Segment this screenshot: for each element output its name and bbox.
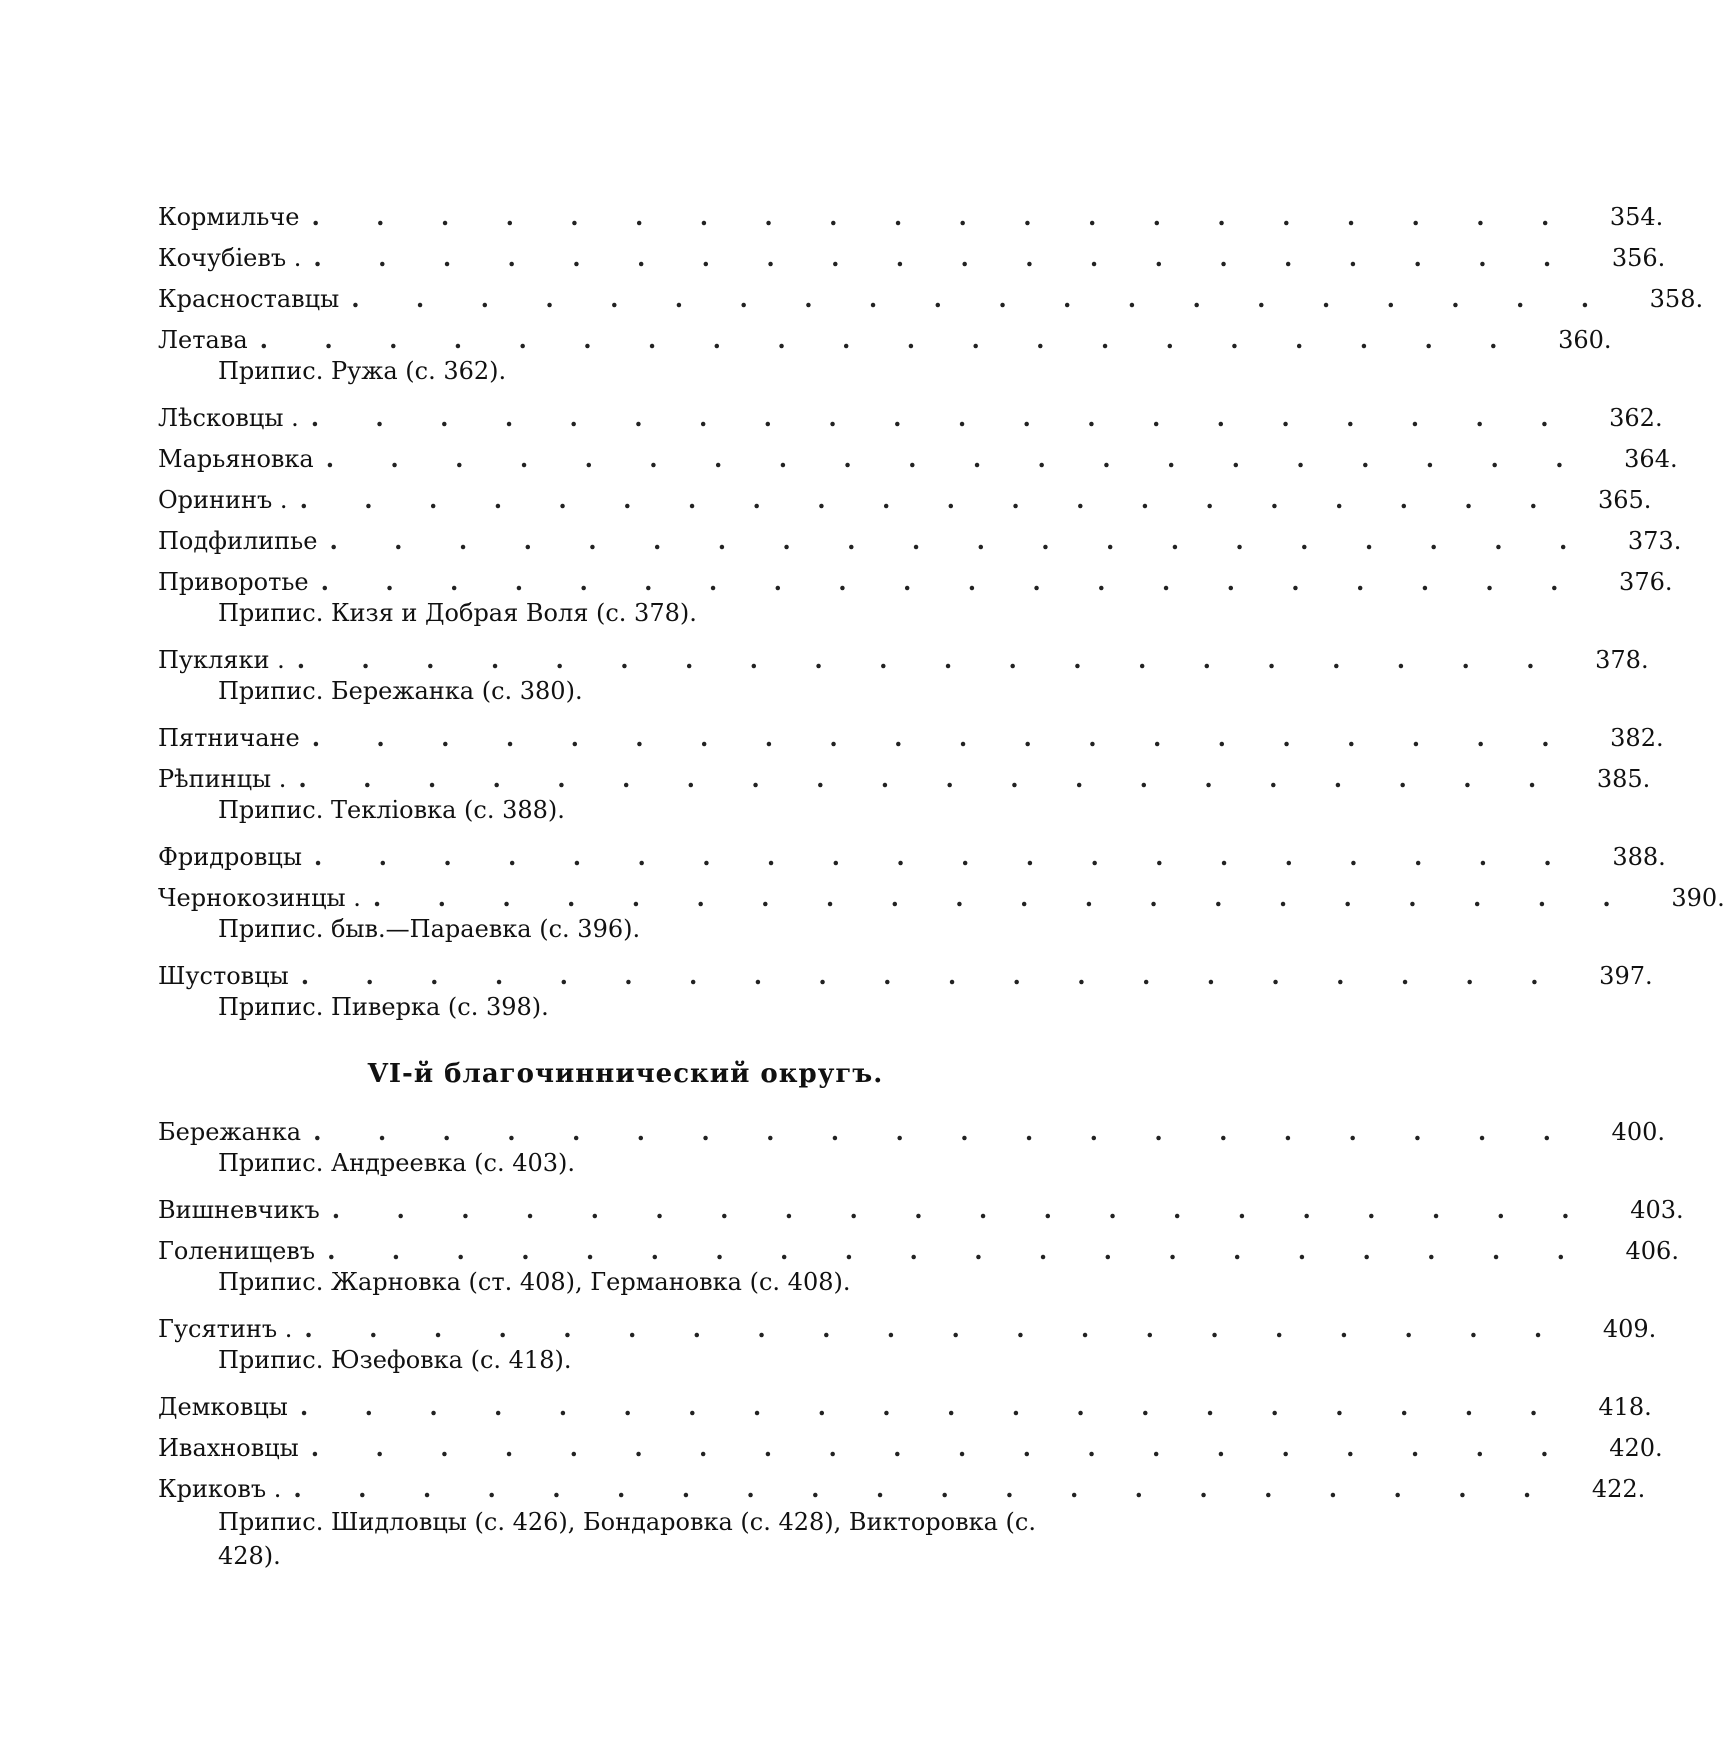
dot-leader: . . . . . . . . . . . . . . . . . . . . bbox=[293, 1474, 1556, 1503]
entry-name: Шустовцы bbox=[158, 962, 289, 990]
dot-leader: . . . . . . . . . . . . . . . . . . . . bbox=[300, 961, 1563, 990]
toc-section-2 bbox=[158, 1111, 1684, 1573]
entry-page-number: 397. bbox=[1599, 962, 1653, 990]
table-of-contents bbox=[158, 196, 1725, 1573]
entry-page-number: 406. bbox=[1625, 1237, 1679, 1265]
entry-page-number: 365. bbox=[1598, 486, 1652, 514]
toc-entry bbox=[158, 319, 1612, 360]
entry-name: Криковъ . bbox=[158, 1475, 282, 1503]
dot-leader: . . . . . . . . . . . . . . . . . . . . bbox=[310, 1433, 1573, 1462]
entry-note: Припис. Жарновка (ст. 408), Германовка (с. 408). bbox=[218, 1268, 851, 1296]
entry-name: Чернокозинцы . bbox=[158, 884, 361, 912]
dot-leader: . . . . . . . . . . . . . . . . . . . . bbox=[372, 883, 1635, 912]
entry-page-number: 409. bbox=[1602, 1315, 1657, 1343]
entry-name: Пукляки . bbox=[158, 646, 285, 674]
entry-note: Припис. Андреевка (с. 403). bbox=[218, 1149, 576, 1177]
entry-page-number: 373. bbox=[1627, 527, 1682, 555]
toc-entry bbox=[158, 196, 1664, 237]
dot-leader: . . . . . . . . . . . . . . . . . . . . bbox=[298, 764, 1561, 793]
entry-name: Ивахновцы bbox=[158, 1434, 299, 1462]
toc-entry bbox=[158, 639, 1649, 680]
dot-leader: . . . . . . . . . . . . . . . . . . . . bbox=[327, 1236, 1589, 1265]
dot-leader: . . . . . . . . . . . . . . . . . . . . bbox=[310, 403, 1573, 432]
dot-leader: . . . . . . . . . . . . . . . . . . . . bbox=[331, 1195, 1594, 1224]
dot-leader: . . . . . . . . . . . . . . . . . . . . bbox=[299, 1392, 1562, 1421]
entry-note: Припис. Юзефовка (с. 418). bbox=[218, 1346, 572, 1374]
toc-entry bbox=[158, 955, 1653, 996]
entry-note: Припис. Пиверка (с. 398). bbox=[218, 993, 549, 1021]
entry-note: Припис. Кизя и Добрая Воля (с. 378). bbox=[218, 599, 697, 627]
dot-leader: . . . . . . . . . . . . . . . . . . . . bbox=[259, 325, 1522, 354]
dot-leader: . . . . . . . . . . . . . . . . . . . . bbox=[311, 202, 1574, 231]
entry-name: Демковцы bbox=[158, 1393, 288, 1421]
entry-name: Бережанка bbox=[158, 1118, 302, 1146]
entry-page-number: 422. bbox=[1591, 1475, 1646, 1503]
entry-page-number: 360. bbox=[1558, 326, 1612, 354]
entry-name: Пятничане bbox=[158, 724, 300, 752]
dot-leader: . . . . . . . . . . . . . . . . . . . . bbox=[313, 842, 1576, 871]
toc-entry bbox=[158, 561, 1673, 602]
entry-page-number: 390. bbox=[1671, 884, 1725, 912]
toc-entry bbox=[158, 1427, 1663, 1468]
entry-name: Рѣпинцы . bbox=[158, 765, 287, 793]
entry-page-number: 378. bbox=[1595, 646, 1649, 674]
entry-name: Кочубіевъ . bbox=[158, 244, 302, 272]
entry-name: Фридровцы bbox=[158, 843, 302, 871]
entry-page-number: 376. bbox=[1619, 568, 1673, 596]
entry-note: Припис. Ружа (с. 362). bbox=[218, 357, 507, 385]
toc-entry bbox=[158, 1111, 1665, 1152]
toc-entry bbox=[158, 1386, 1652, 1427]
toc-entry bbox=[158, 438, 1678, 479]
toc-entry bbox=[158, 1230, 1679, 1271]
dot-leader: . . . . . . . . . . . . . . . . . . . . bbox=[320, 567, 1583, 596]
entry-name: Красноставцы bbox=[158, 285, 340, 313]
dot-leader: . . . . . . . . . . . . . . . . . . . . bbox=[296, 645, 1559, 674]
entry-name: Кормильче bbox=[158, 203, 300, 231]
entry-page-number: 403. bbox=[1630, 1196, 1684, 1224]
toc-entry bbox=[158, 479, 1652, 520]
toc-entry bbox=[158, 1189, 1684, 1230]
entry-page-number: 400. bbox=[1611, 1118, 1665, 1146]
entry-page-number: 418. bbox=[1598, 1393, 1652, 1421]
toc-entry bbox=[158, 877, 1725, 918]
entry-page-number: 382. bbox=[1610, 724, 1664, 752]
toc-entry bbox=[158, 237, 1666, 278]
toc-entry bbox=[158, 1308, 1657, 1349]
toc-entry bbox=[158, 1468, 1646, 1509]
entry-name: Летава bbox=[158, 326, 248, 354]
entry-name: Голенищевъ bbox=[158, 1237, 316, 1265]
dot-leader: . . . . . . . . . . . . . . . . . . . . bbox=[311, 723, 1574, 752]
entry-page-number: 358. bbox=[1649, 285, 1704, 313]
dot-leader: . . . . . . . . . . . . . . . . . . . . bbox=[313, 1117, 1575, 1146]
toc-entry bbox=[158, 520, 1682, 561]
entry-page-number: 364. bbox=[1624, 445, 1678, 473]
dot-leader: . . . . . . . . . . . . . . . . . . . . bbox=[329, 526, 1592, 555]
dot-leader: . . . . . . . . . . . . . . . . . . . . bbox=[351, 284, 1614, 313]
entry-name: Гусятинъ . bbox=[158, 1315, 293, 1343]
entry-note: Припис. быв.—Параевка (с. 396). bbox=[218, 915, 641, 943]
toc-entry bbox=[158, 397, 1663, 438]
entry-note: Припис. Бережанка (с. 380). bbox=[218, 677, 583, 705]
toc-entry bbox=[158, 836, 1666, 877]
entry-name: Приворотье bbox=[158, 568, 309, 596]
entry-page-number: 362. bbox=[1609, 404, 1663, 432]
entry-page-number: 420. bbox=[1609, 1434, 1663, 1462]
entry-name: Лѣсковцы . bbox=[158, 404, 299, 432]
dot-leader: . . . . . . . . . . . . . . . . . . . . bbox=[313, 243, 1576, 272]
entry-page-number: 356. bbox=[1611, 244, 1666, 272]
entry-name: Вишневчикъ bbox=[158, 1196, 320, 1224]
dot-leader: . . . . . . . . . . . . . . . . . . . . bbox=[325, 444, 1588, 473]
section-title: VI-й благочиннический округъ. bbox=[367, 1059, 884, 1089]
entry-page-number: 354. bbox=[1609, 203, 1664, 231]
dot-leader: . . . . . . . . . . . . . . . . . . . . bbox=[299, 485, 1562, 514]
entry-note: Припис. Текліовка (с. 388). bbox=[218, 796, 565, 824]
entry-page-number: 388. bbox=[1612, 843, 1666, 871]
entry-page-number: 385. bbox=[1596, 765, 1651, 793]
entry-name: Орининъ . bbox=[158, 486, 288, 514]
toc-entry bbox=[158, 717, 1664, 758]
toc-section-1 bbox=[158, 196, 1725, 1033]
entry-note: Припис. Шидловцы (с. 426), Бондаровка (с. 428), Викторовка (с. 428). bbox=[218, 1508, 1036, 1570]
toc-entry bbox=[158, 278, 1704, 319]
toc-entry bbox=[158, 758, 1651, 799]
entry-name: Марьяновка bbox=[158, 445, 314, 473]
entry-name: Подфилипье bbox=[158, 527, 318, 555]
dot-leader: . . . . . . . . . . . . . . . . . . . . bbox=[304, 1314, 1567, 1343]
